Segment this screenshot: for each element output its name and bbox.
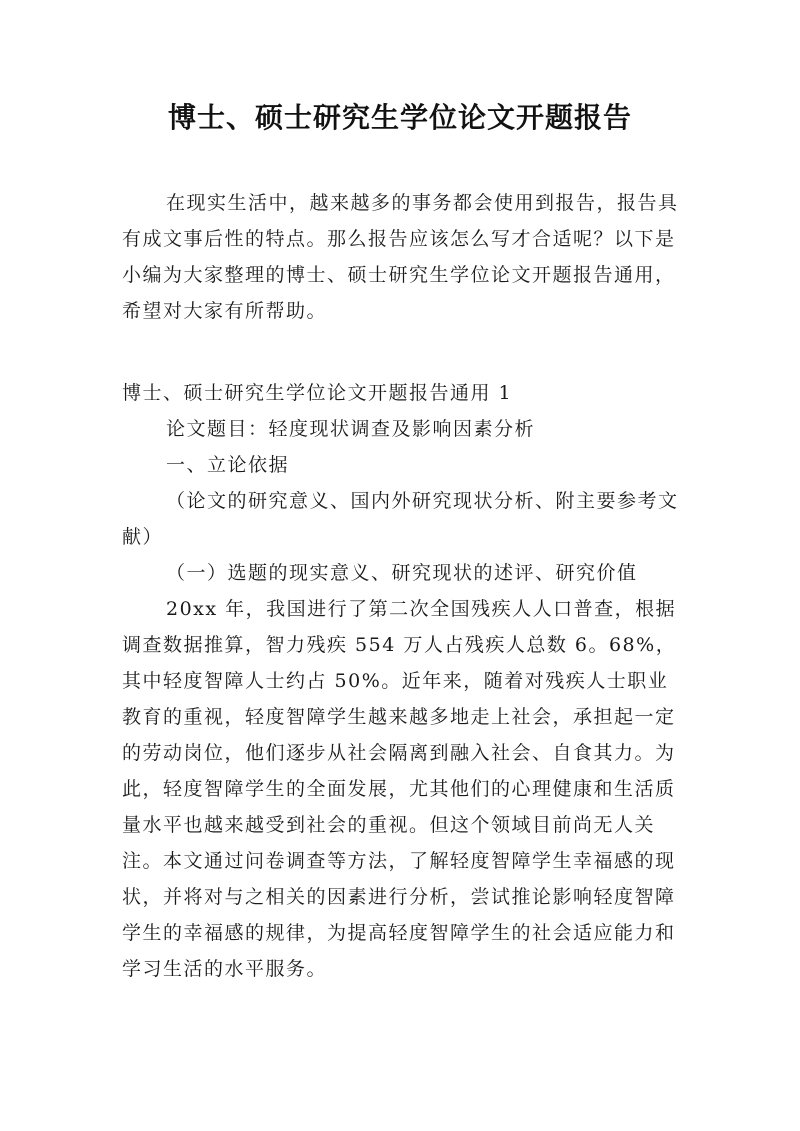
body-paragraph: 20xx 年，我国进行了第二次全国残疾人人口普查，根据调查数据推算，智力残疾 554 万人占残疾人总数 6。68%，其中轻度智障人士约占 50%。近年来，随着对残疾人士职业教育的重视，轻度智障学生越来越多地走上社会，承担起一定的劳动岗位，他们逐步从社会隔离到融入社会、自食其力。为此，轻度智障学生的全面发展，尤其他们的心理健康和生活质量水平也越来越受到社会的重视。但这个领域目前尚无人关注。本文通过问卷调查等方法，了解轻度智障学生幸福感的现状，并将对与之相关的因素进行分析，尝试推论影响轻度智障学生的幸福感的规律，为提高轻度智障学生的社会适应能力和学习生活的水平服务。 (122, 598, 677, 980)
intro-paragraph: 在现实生活中，越来越多的事务都会使用到报告，报告具有成文事后性的特点。那么报告应该怎么写才合适呢？以下是小编为大家整理的博士、硕士研究生学位论文开题报告通用，希望对大家有所帮助。 (122, 192, 679, 322)
section-heading: 博士、硕士研究生学位论文开题报告通用 1 (122, 382, 513, 404)
thesis-title: 论文题目：轻度现状调查及影响因素分析 (166, 418, 536, 440)
intro-block (122, 185, 682, 329)
document-title: 博士、硕士研究生学位论文开题报告 (167, 101, 632, 134)
part-one-note: （论文的研究意义、国内外研究现状分析、附主要参考文献） (122, 490, 679, 548)
part-one-heading: 一、立论依据 (166, 454, 290, 476)
subpart-one-heading: （一）选题的现实意义、研究现状的述评、研究价值 (166, 562, 638, 584)
section-block (122, 375, 682, 987)
